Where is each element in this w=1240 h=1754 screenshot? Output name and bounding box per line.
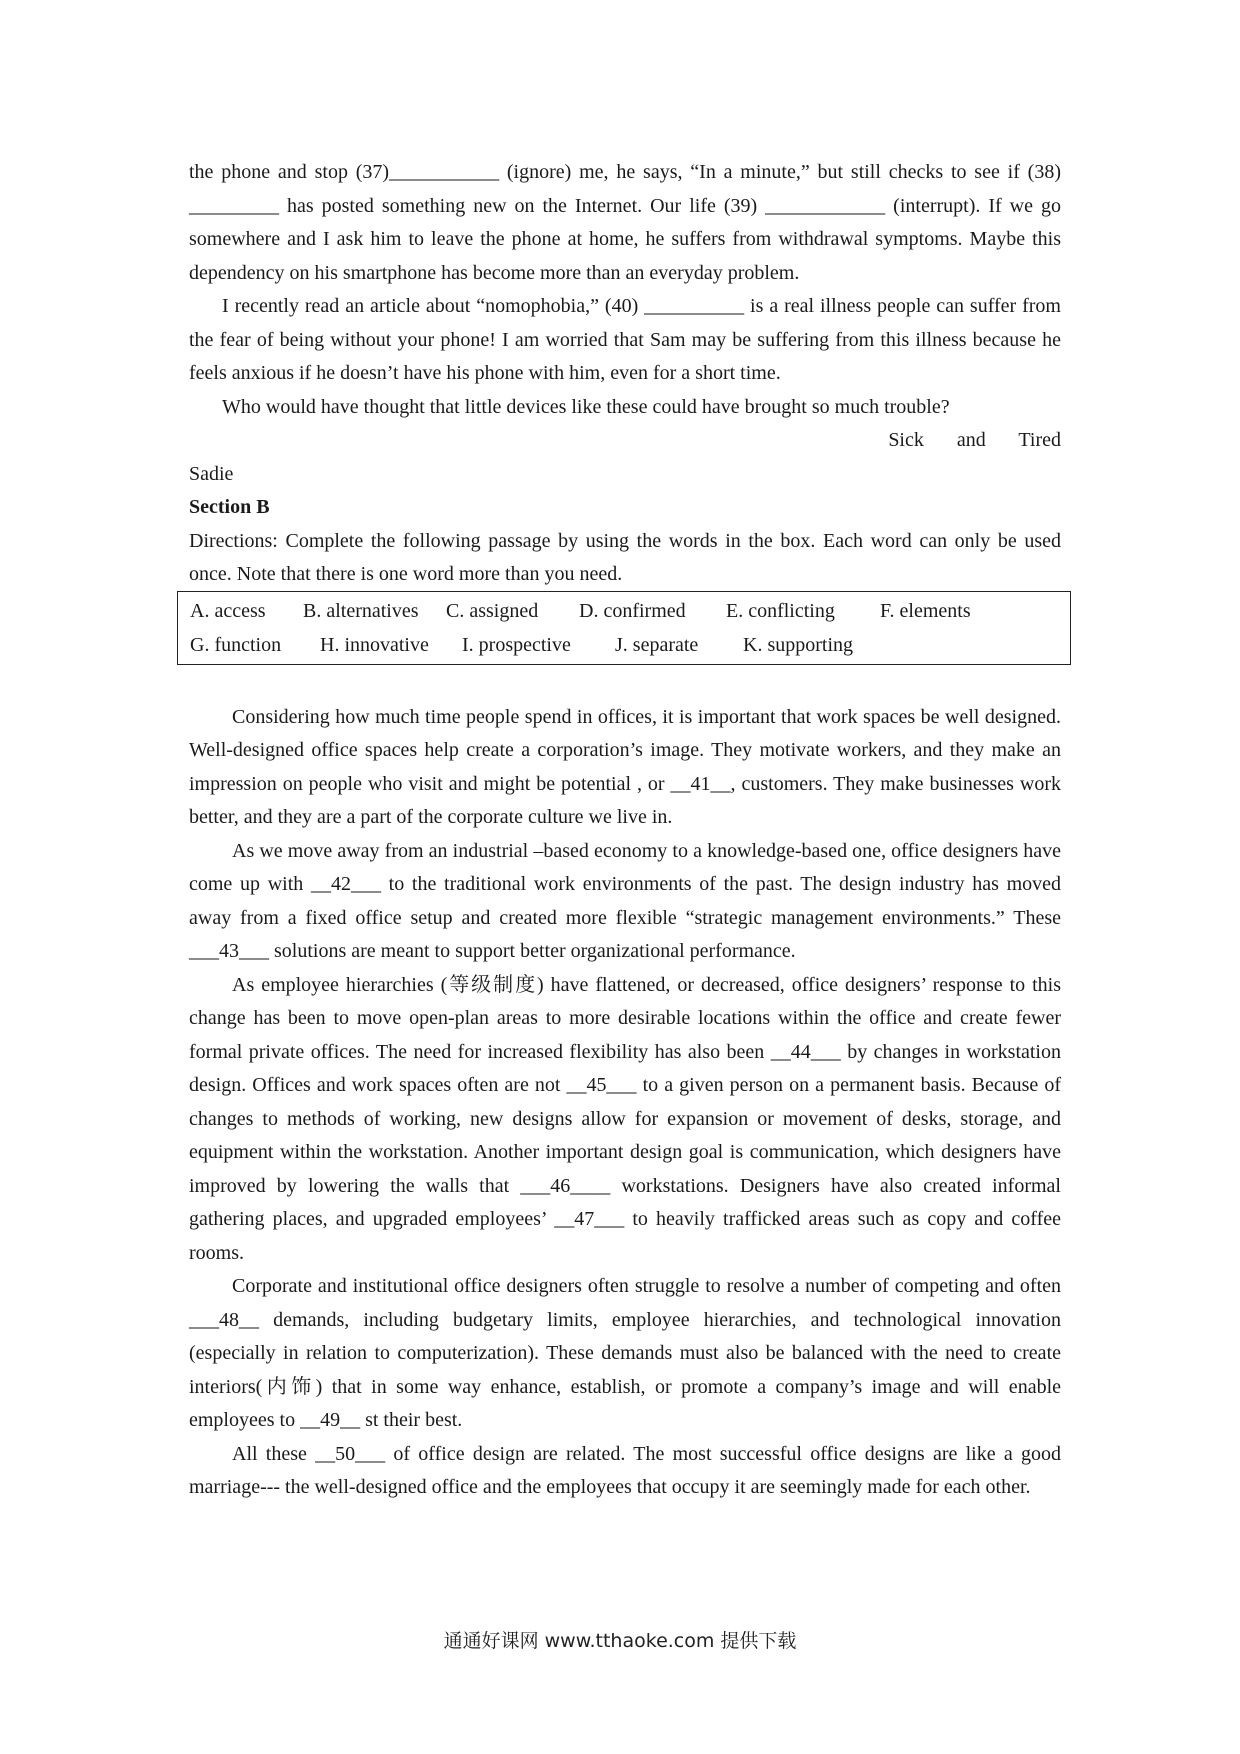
word-option: F. elements [880, 599, 971, 622]
word-option: E. conflicting [726, 599, 835, 622]
paragraph-continued: the phone and stop (37)___________ (ignore) me, he says, “In a minute,” but still checks to see if (38) _________ has posted something new on the Internet. Our life (39) ____________ (interrupt). If we go somewhere and I ask him to leave the phone at home, he suffers from withdrawal symptoms. Maybe this dependency on his smartphone has become more than an everyday problem. [189, 161, 1061, 284]
passage-paragraph: As we move away from an industrial –based economy to a knowledge-based one, office designers have come up with __42___ to the traditional work environments of the past. The design industry has moved away from a fixed office setup and created more flexible “strategic management environments.” These ___43___ solutions are meant to support better organizational performance. [189, 839, 1061, 962]
word-option: C. assigned [446, 599, 539, 622]
word-option: H. innovative [320, 633, 429, 656]
word-option: D. confirmed [579, 599, 686, 622]
word-box-row-2 [190, 628, 1070, 662]
passage-section-b [189, 701, 1061, 1505]
word-option: B. alternatives [303, 599, 419, 622]
passage-paragraph: As employee hierarchies (等级制度) have flattened, or decreased, office designers’ response to this change has been to move open-plan areas to more desirable locations within the office and create fewer formal private offices. The need for increased flexibility has also been __44___ by changes in workstation design. Offices and work spaces often are not __45___ to a given person on a permanent basis. Because of changes to methods of working, new designs allow for expansion or movement of desks, storage, and equipment within the workstation. Another important design goal is communication, which designers have improved by lowering the walls that ___46____ workstations. Designers have also created informal gathering places, and upgraded employees’ __47___ to heavily trafficked areas such as copy and coffee rooms. [189, 973, 1061, 1264]
passage-paragraph: Corporate and institutional office designers often struggle to resolve a number of competing and often ___48__ demands, including budgetary limits, employee hierarchies, and technological innovation (especially in relation to computerization). These demands must also be balanced with the need to create interiors(内饰) that in some way enhance, establish, or promote a company’s image and will enable employees to __49__ st their best. [189, 1275, 1061, 1431]
paragraph-closing: Who would have thought that little devices like these could have brought so much trouble? [222, 395, 950, 418]
page-content [189, 156, 1061, 1505]
section-heading: Section B [189, 496, 270, 518]
passage-paragraph: All these __50___ of office design are related. The most successful office designs are like a good marriage--- the well-designed office and the employees that occupy it are seemingly made for each other. [189, 1442, 1061, 1498]
directions-text: Directions: Complete the following passage by using the words in the box. Each word can only be used once. Note that there is one word more than you need. [189, 529, 1061, 585]
word-option: A. access [190, 599, 266, 622]
passage-paragraph: Considering how much time people spend in offices, it is important that work spaces be well designed. Well-designed office spaces help create a corporation’s image. They motivate workers, and they make an impression on people who visit and might be potential , or __41__, customers. They make businesses work better, and they are a part of the corporate culture we live in. [189, 705, 1061, 828]
page-footer: 通通好课网 www.tthaoke.com 提供下载 [443, 1630, 797, 1652]
signature-name: Sadie [189, 462, 234, 485]
word-option: J. separate [615, 633, 699, 656]
word-box [177, 591, 1071, 665]
word-option: K. supporting [743, 633, 853, 656]
word-box-row-1 [190, 594, 1070, 628]
signature-line: Sick and Tired [888, 429, 1061, 451]
paragraph-nomophobia: I recently read an article about “nomophobia,” (40) __________ is a real illness people can suffer from the fear of being without your phone! I am worried that Sam may be suffering from this illness because he feels anxious if he doesn’t have his phone with him, even for a short time. [189, 295, 1061, 384]
word-option: I. prospective [462, 633, 571, 656]
word-option: G. function [190, 633, 282, 656]
